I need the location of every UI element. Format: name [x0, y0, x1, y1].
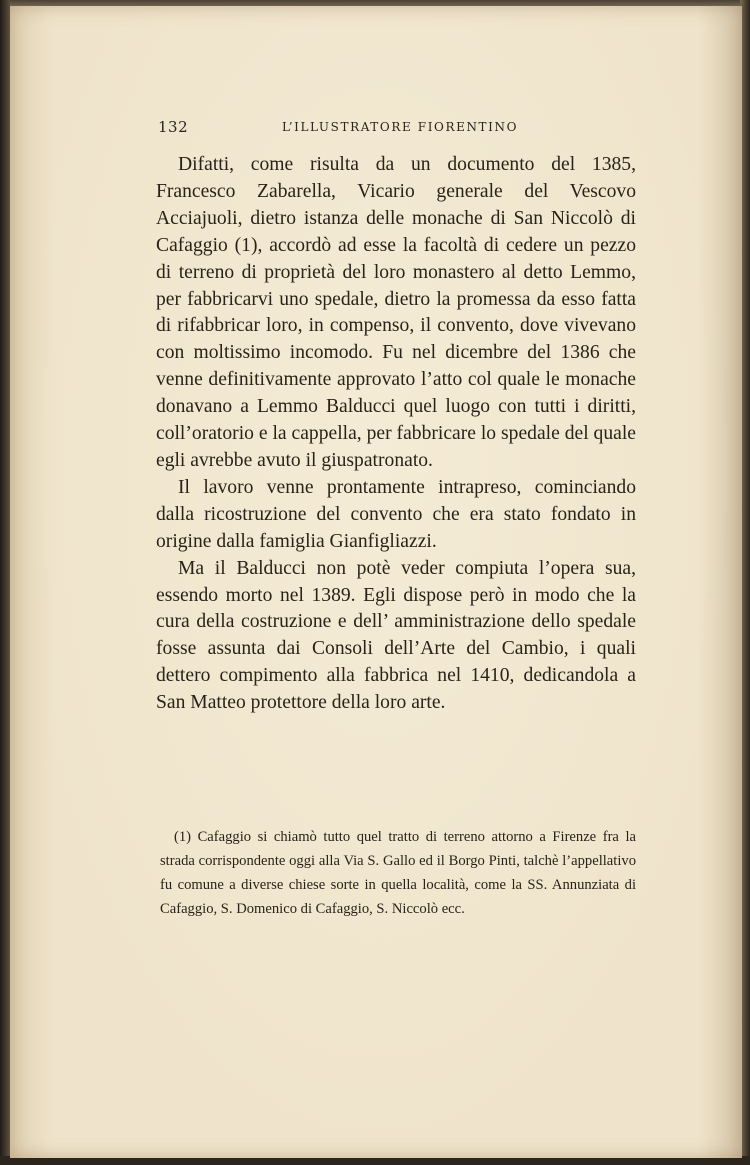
paragraph: Difatti, come risulta da un documento del 1385, Francesco Zabarella, Vicario generale del Vescovo Acciajuoli, dietro istanza delle monache di San Niccolò di Cafaggio (1), accordò ad esse la facoltà di cedere un pezzo di terreno di proprietà del loro monastero al detto Lemmo, per fabbricarvi uno spedale, dietro la promessa da esso fatta di rifabbricar loro, in compenso, il convento, dove vivevano con moltissimo incomodo. Fu nel dicembre del 1386 che venne definitivamente approvato l’atto col quale le monache donavano a Lemmo Balducci quel luogo con tutti i diritti, coll’oratorio e la cappella, per fabbricare lo spedale del quale egli avrebbe avuto il giuspatronato.: [156, 154, 636, 471]
running-title: L’ILLUSTRATORE FIORENTINO: [282, 120, 519, 134]
page-header: [158, 118, 636, 138]
paragraph: Il lavoro venne prontamente intrapreso, cominciando dalla ricostruzione del convento che era stato fondato in origine dalla famiglia Gianfigliazzi.: [156, 476, 636, 552]
footnote: (1) Cafaggio si chiamò tutto quel tratto di terreno attorno a Firenze fra la strada corrispondente oggi alla Via S. Gallo ed il Borgo Pinti, talchè l’appellativo fu comune a diverse chiese sorte in quella località, come la SS. Annunziata di Cafaggio, S. Domenico di Cafaggio, S. Niccolò ecc.: [160, 829, 636, 917]
main-text: [156, 152, 636, 717]
paragraph: Ma il Balducci non potè veder compiuta l’opera sua, essendo morto nel 1389. Egli dispose però in modo che la cura della costruzione e dell’ amministrazione dello spedale fosse assunta dai Consoli dell’Arte del Cambio, i quali dettero compimento alla fabbrica nel 1410, dedicandola a San Matteo protettore della loro arte.: [156, 557, 636, 714]
page-number: 132: [158, 118, 189, 136]
footnotes: [160, 825, 636, 921]
